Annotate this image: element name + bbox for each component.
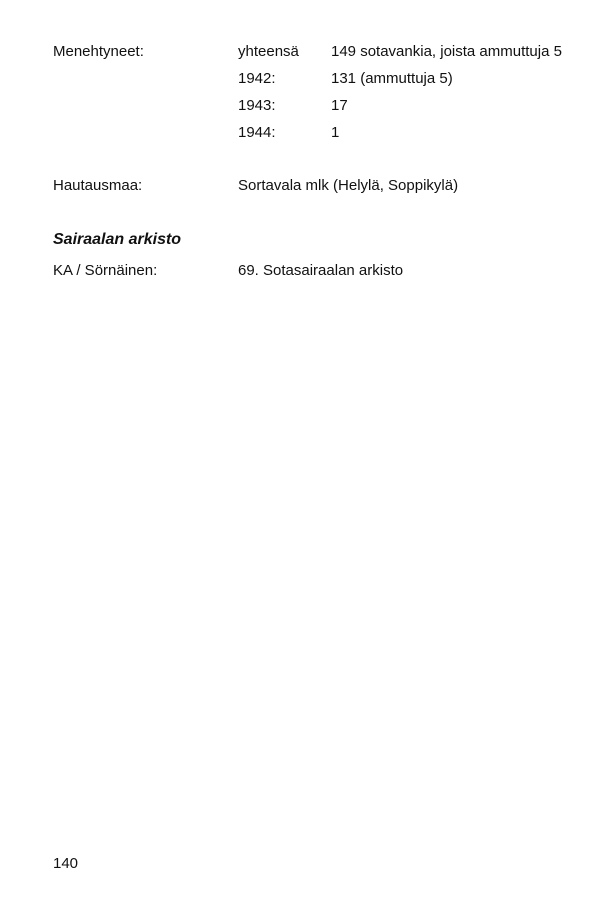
deaths-row-value: 149 sotavankia, joista ammuttuja 5 [331,43,562,60]
archive-value: 69. Sotasairaalan arkisto [238,262,404,279]
deaths-row-key: 1942: [238,70,276,87]
deaths-row-key: yhteensä [238,43,299,60]
deaths-row-value: 1 [331,124,340,141]
deaths-row-key: 1943: [238,97,276,114]
cemetery-label: Hautausmaa: [53,177,143,194]
section-heading: Sairaalan arkisto [53,231,182,248]
cemetery-value: Sortavala mlk (Helylä, Soppikylä) [238,177,459,194]
deaths-label: Menehtyneet: [53,43,144,60]
archive-label: KA / Sörnäinen: [53,262,158,279]
deaths-row-key: 1944: [238,124,276,141]
page-number: 140 [53,855,79,872]
deaths-row-value: 131 (ammuttuja 5) [331,70,453,87]
deaths-row-value: 17 [331,97,348,114]
